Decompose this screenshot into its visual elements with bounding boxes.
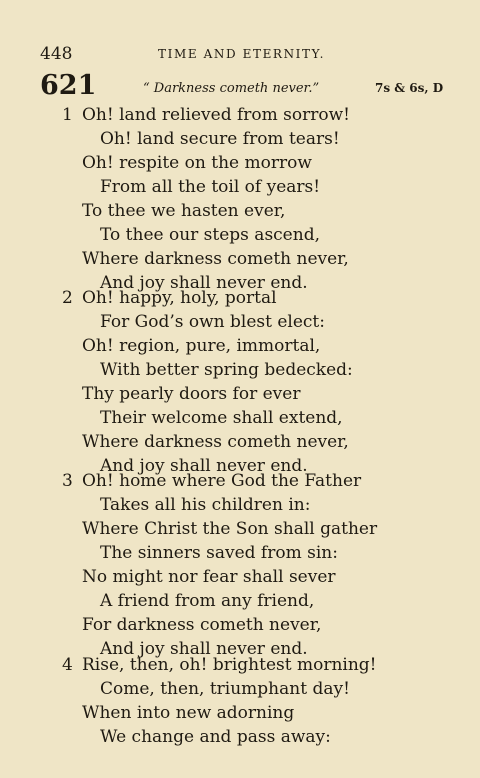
verse-line: Their welcome shall extend, <box>100 408 343 428</box>
verse-line: Rise, then, oh! brightest morning! <box>82 655 377 675</box>
verse-line: Oh! land secure from tears! <box>100 129 340 149</box>
hymn-meter: 7s & 6s, D <box>375 81 444 95</box>
verse-line: And joy shall never end. <box>100 273 308 293</box>
verse-line: Thy pearly doors for ever <box>82 384 301 404</box>
verse-line: Oh! home where God the Father <box>82 471 362 491</box>
verse-line: A friend from any friend, <box>100 591 315 611</box>
stanza-number: 3 <box>62 471 73 491</box>
stanza-number: 4 <box>62 655 73 675</box>
hymn-number: 621 <box>40 70 97 101</box>
stanza-3 <box>62 469 377 661</box>
verse-line: Oh! respite on the morrow <box>82 153 312 173</box>
page-number: 448 <box>40 44 73 64</box>
verse-line: Oh! land relieved from sorrow! <box>82 105 351 125</box>
running-head: TIME AND ETERNITY. <box>158 47 325 61</box>
stanza-number: 1 <box>62 105 73 125</box>
verse-line: Where Christ the Son shall gather <box>82 519 378 539</box>
verse-line: Takes all his children in: <box>100 495 311 515</box>
verse-line: Where darkness cometh never, <box>82 432 349 452</box>
verse-line: For darkness cometh never, <box>82 615 322 635</box>
stanza-4 <box>62 653 377 749</box>
stanza-1 <box>62 103 350 295</box>
hymn-first-line-title: “ Darkness cometh never.” <box>143 81 320 96</box>
verse-line: Come, then, triumphant day! <box>100 679 350 699</box>
page-header <box>40 44 440 66</box>
verse-line: To thee we hasten ever, <box>82 201 286 221</box>
verse-line: Where darkness cometh never, <box>82 249 349 269</box>
verse-line: Oh! region, pure, immortal, <box>82 336 321 356</box>
verse-line: When into new adorning <box>82 703 295 723</box>
stanza-2 <box>62 286 353 478</box>
verse-line: From all the toil of years! <box>100 177 321 197</box>
verse-line: And joy shall never end. <box>100 456 308 476</box>
stanza-number: 2 <box>62 288 73 308</box>
verse-line: The sinners saved from sin: <box>100 543 338 563</box>
verse-line: We change and pass away: <box>100 727 331 747</box>
verse-line: With better spring bedecked: <box>100 360 353 380</box>
verse-line: No might nor fear shall sever <box>82 567 336 587</box>
verse-line: To thee our steps ascend, <box>100 225 320 245</box>
verse-line: And joy shall never end. <box>100 639 308 659</box>
verse-line: For God’s own blest elect: <box>100 312 325 332</box>
verse-line: Oh! happy, holy, portal <box>82 288 277 308</box>
